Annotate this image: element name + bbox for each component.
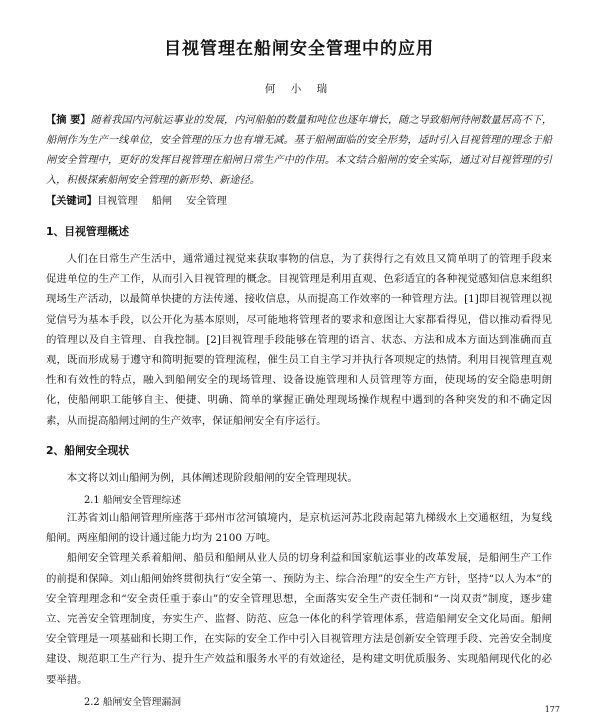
page-number: 177 (544, 705, 560, 714)
subsection-2-2-heading: 2.2 船闸安全管理漏洞 (84, 696, 182, 708)
abstract-label: 【摘 要】 (46, 114, 91, 126)
author-name: 何 小 瑞 (264, 83, 334, 95)
section-1-heading: 1、目视管理概述 (46, 225, 130, 238)
keyword-item: 船闸 (151, 196, 173, 207)
keyword-item: 安全管理 (186, 196, 227, 207)
keywords-label: 【关键词】 (46, 195, 97, 207)
abstract (46, 110, 552, 191)
paper-title: 目视管理在船闸安全管理中的应用 (164, 39, 434, 59)
section-2-intro: 本文将以刘山船闸为例，具体阐述现阶段船闸的安全管理现状。 (66, 471, 358, 484)
section-1-paragraph: 人们在日常生产生活中，通常通过视觉来获取事物的信息，为了获得行之有效且又简单明了的管理手段来促进单位的生产工作，从而引入目视管理的概念。目视管理是利用直观、色彩适宜的各种视觉感知信息来组织现场生产活动，以最简单快捷的方法传递、接收信息，从而提高工作效率的一种管理方法。[1]即目视管理以视觉信号为基本手段，以公开化为基本原则，尽可能地将管理者的要求和意图让大家都看得见，借以推动看得见的管理以及自主管理、自我控制。[2]目视管理手段能够在管理的语言、状态、方法和成本方面达到准确而直观，既而形成易于遵守和简明扼要的管理流程，催生员工自主学习并执行各项规定的热情。利用目视管理直观性和有效性的特点，融入到船闸安全的现场管理、设备设施管理和人员管理等方面，使现场的安全隐患明朗化，使船闸职工能够自主、便捷、明确、简单的掌握正确处理现场操作规程中遇到的各种突发的和不确定因素，从而提高船闸过闸的生产效率，保证船闸安全有序运行。 (46, 253, 552, 427)
subsection-2-1-paragraph-2: 船闸安全管理关系着船闸、船员和船闸从业人员的切身利益和国家航运事业的改革发展，是船闸生产工作的前提和保障。刘山船闸始终贯彻执行“安全第一、预防为主、综合治理”的安全生产方针，坚持“以人为本”的安全管理理念和“安全责任重于泰山”的安全管理思想，全面落实安全生产责任制和“一岗双责”制度，逐步建立、完善安全管理制度，夯实生产、监督、防范、应急一体化的科学管理体系，营造船闸安全文化局面。船闸安全管理是一项基础和长期工作，在实际的安全工作中引入目视管理方法是创新安全管理手段、完善安全制度建设、规范职工生产行为、提升生产效益和服务水平的有效途径，是构建文明优质服务、实现船闸现代化的必要举措。 (46, 552, 552, 686)
subsection-2-1-heading: 2.1 船闸安全管理综述 (84, 495, 182, 507)
keyword-item: 目视管理 (96, 196, 138, 207)
keywords (46, 191, 552, 212)
section-2-heading: 2、船闸安全现状 (46, 443, 130, 457)
abstract-text: 随着我国内河航运事业的发展，内河船舶的数量和吨位也逐年增长，随之导致船闸待闸数量居高不下，船闸作为生产一线单位，安全管理的压力也有增无减。基于船闸面临的安全形势，适时引入目视管理的理念于船闸安全管理中，更好的发挥目视管理在船闸日常生产中的作用。本文结合船闸的安全实际，通过对目视管理的引入，积极探索船闸安全管理的新形势、新途径。 (46, 115, 553, 186)
subsection-2-1-paragraph-1: 江苏省刘山船闸管理所座落于邳州市岔河镇境内，是京杭运河苏北段南起第九梯级水上交通枢纽，为复线船闸。两座船闸的设计通过能力均为 2100 万吨。 (46, 512, 552, 545)
